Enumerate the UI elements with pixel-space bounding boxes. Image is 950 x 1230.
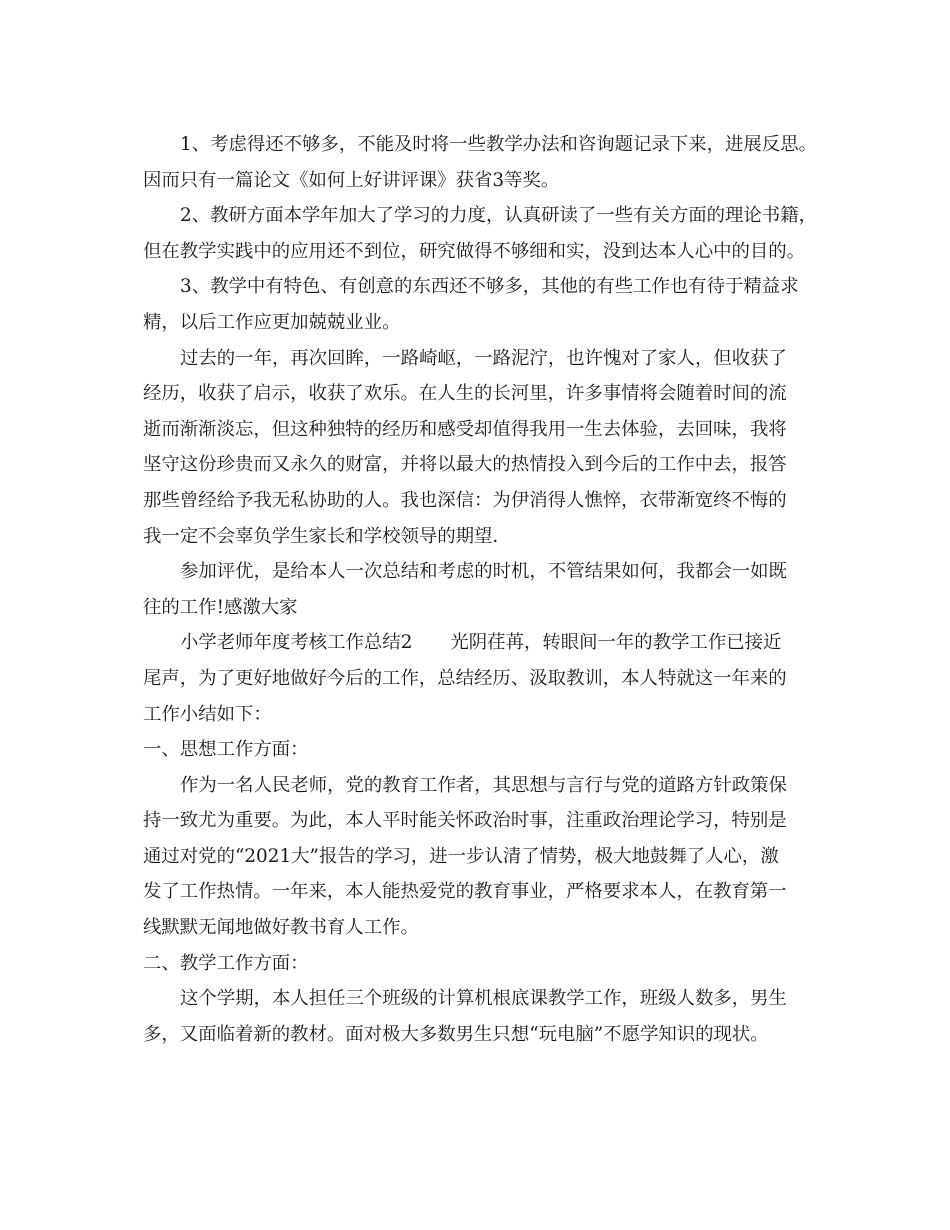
paragraph-7-line-5: 线默默无闻地做好教书育人工作。 xyxy=(143,917,419,939)
paragraph-1-line-2: 因而只有一篇论文《如何上好讲评课》获省3等奖。 xyxy=(143,169,560,191)
paragraph-3-line-2: 精，以后工作应更加兢兢业业。 xyxy=(143,311,401,333)
paragraph-5-line-1: 参加评优，是给本人一次总结和考虑的时机，不管结果如何，我都会一如既 xyxy=(180,561,787,583)
document-body xyxy=(143,127,833,1052)
section-title: 小学老师年度考核工作总结2 xyxy=(180,632,413,654)
paragraph-6-line-1 xyxy=(143,625,833,661)
paragraph-6-line-3: 工作小结如下： xyxy=(143,703,272,725)
heading-thought-work: 一、思想工作方面： xyxy=(143,739,309,761)
paragraph-4-line-4: 坚守这份珍贵而又永久的财富，并将以最大的热情投入到今后的工作中去，报答 xyxy=(143,454,787,476)
paragraph-7-line-3: 通过对党的“2021大”报告的学习，进一步认清了情势，极大地鼓舞了人心，激 xyxy=(143,845,779,867)
paragraph-7-line-1: 作为一名人民老师，党的教育工作者，其思想与言行与党的道路方针政策保 xyxy=(180,774,787,796)
paragraph-8-line-2: 多，又面临着新的教材。面对极大多数男生只想“玩电脑”不愿学知识的现状。 xyxy=(143,1023,769,1045)
paragraph-5-line-2: 往的工作!感激大家 xyxy=(143,596,298,618)
paragraph-7-line-4: 发了工作热情。一年来，本人能热爱党的教育事业，严格要求本人，在教育第一 xyxy=(143,881,787,903)
paragraph-2-line-1: 2、教研方面本学年加大了学习的力度，认真研读了一些有关方面的理论书籍， xyxy=(180,205,817,227)
heading-teaching-work: 二、教学工作方面： xyxy=(143,952,309,974)
paragraph-6-line-2: 尾声，为了更好地做好今后的工作，总结经历、汲取教训，本人特就这一年来的 xyxy=(143,667,787,689)
paragraph-1-line-1: 1、考虑得还不够多，不能及时将一些教学办法和咨询题记录下来，进展反思。 xyxy=(180,134,817,155)
paragraph-2-line-2: 但在教学实践中的应用还不到位，研究做得不够细和实，没到达本人心中的目的。 xyxy=(143,240,806,262)
paragraph-4-line-6: 我一定不会辜负学生家长和学校领导的期望. xyxy=(143,525,499,547)
paragraph-7-line-2: 持一致尤为重要。为此，本人平时能关怀政治时事，注重政治理论学习，特别是 xyxy=(143,810,787,832)
paragraph-4-line-5: 那些曾经给予我无私协助的人。我也深信：为伊消得人憔悴，衣带渐宽终不悔的 xyxy=(143,489,787,511)
paragraph-4-line-3: 逝而渐渐淡忘，但这种独特的经历和感受却值得我用一生去体验，去回味，我将 xyxy=(143,418,787,440)
paragraph-8-line-1: 这个学期，本人担任三个班级的计算机根底课教学工作，班级人数多，男生 xyxy=(180,988,787,1010)
paragraph-6-line-1-text: 光阴荏苒，转眼间一年的教学工作已接近 xyxy=(450,632,782,654)
paragraph-4-line-1: 过去的一年，再次回眸，一路崎岖，一路泥泞，也许愧对了家人，但收获了 xyxy=(180,347,787,369)
paragraph-3-line-1: 3、教学中有特色、有创意的东西还不够多，其他的有些工作也有待于精益求 xyxy=(180,276,799,298)
paragraph-4-line-2: 经历，收获了启示，收获了欢乐。在人生的长河里，许多事情将会随着时间的流 xyxy=(143,383,787,405)
